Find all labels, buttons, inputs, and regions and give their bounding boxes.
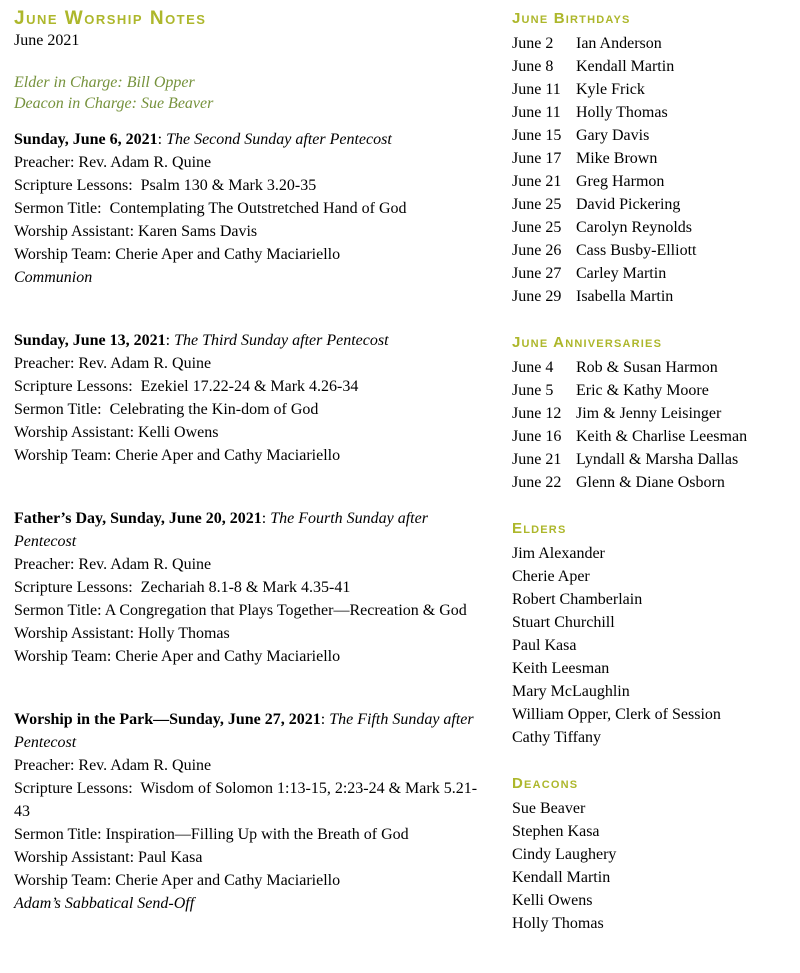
anniversaries-section	[512, 332, 790, 494]
elder-name: Stuart Churchill	[512, 614, 615, 631]
birthday-name: Mike Brown	[576, 150, 658, 167]
birthday-name: Greg Harmon	[576, 173, 665, 190]
anniversary-row	[512, 425, 790, 448]
birthday-row	[512, 285, 790, 308]
birthday-row	[512, 101, 790, 124]
birthday-row	[512, 147, 790, 170]
deacons-section	[512, 773, 790, 935]
birthday-date: June 26	[512, 242, 562, 259]
service-line-sermon: Sermon Title: Inspiration—Filling Up with the Breath of God	[14, 826, 409, 843]
header-separator: :	[157, 131, 163, 148]
birthday-name: Cass Busby-Elliott	[576, 242, 697, 259]
elder-name: Jim Alexander	[512, 545, 605, 562]
service-line-assistant: Worship Assistant: Holly Thomas	[14, 625, 230, 642]
service-line-team: Worship Team: Cherie Aper and Cathy Maciariello	[14, 648, 341, 665]
elder-name: Cathy Tiffany	[512, 729, 602, 746]
birthday-date: June 25	[512, 219, 562, 236]
anniversary-date: June 16	[512, 428, 562, 445]
anniversary-names: Eric & Kathy Moore	[576, 382, 709, 399]
birthday-date: June 11	[512, 81, 561, 98]
service-line-assistant: Worship Assistant: Karen Sams Davis	[14, 223, 258, 240]
deacon-name: Holly Thomas	[512, 915, 604, 932]
header-separator: :	[320, 711, 326, 728]
birthday-row	[512, 170, 790, 193]
elder-name: Keith Leesman	[512, 660, 610, 677]
service-block-june-27	[14, 708, 484, 915]
birthday-row	[512, 124, 790, 147]
birthday-row	[512, 239, 790, 262]
anniversary-names: Glenn & Diane Osborn	[576, 474, 725, 491]
anniversary-names: Lyndall & Marsha Dallas	[576, 451, 739, 468]
anniversary-date: June 5	[512, 382, 554, 399]
service-line-scripture: Scripture Lessons: Psalm 130 & Mark 3.20-35	[14, 177, 317, 194]
deacon-name: Kendall Martin	[512, 869, 611, 886]
service-ordinal: The Third Sunday after Pentecost	[174, 332, 389, 349]
anniversary-names: Rob & Susan Harmon	[576, 359, 718, 376]
anniversary-date: June 4	[512, 359, 554, 376]
birthday-name: Isabella Martin	[576, 288, 674, 305]
birthday-date: June 17	[512, 150, 562, 167]
service-line-scripture: Scripture Lessons: Zechariah 8.1-8 & Mark 4.35-41	[14, 579, 351, 596]
sidebar-column	[512, 8, 790, 959]
service-line-assistant: Worship Assistant: Kelli Owens	[14, 424, 219, 441]
service-line-preacher: Preacher: Rev. Adam R. Quine	[14, 355, 212, 372]
service-line-sermon: Sermon Title: Celebrating the Kin-dom of God	[14, 401, 319, 418]
service-header	[14, 708, 484, 754]
birthday-name: Kyle Frick	[576, 81, 645, 98]
birthday-date: June 11	[512, 104, 561, 121]
deacons-heading: Deacons	[512, 775, 579, 792]
birthday-name: Carley Martin	[576, 265, 667, 282]
birthday-name: Kendall Martin	[576, 58, 675, 75]
birthday-row	[512, 216, 790, 239]
anniversaries-heading: June Anniversaries	[512, 334, 663, 351]
birthday-name: Carolyn Reynolds	[576, 219, 692, 236]
service-header	[14, 507, 484, 553]
birthday-date: June 21	[512, 173, 562, 190]
service-block-june-13	[14, 329, 484, 467]
birthday-name: Ian Anderson	[576, 35, 662, 52]
service-note: Communion	[14, 269, 93, 286]
birthday-row	[512, 55, 790, 78]
anniversary-date: June 12	[512, 405, 562, 422]
birthday-row	[512, 32, 790, 55]
anniversary-row	[512, 402, 790, 425]
header-separator: :	[261, 510, 267, 527]
birthdays-heading: June Birthdays	[512, 10, 631, 27]
elders-heading: Elders	[512, 520, 567, 537]
service-line-team: Worship Team: Cherie Aper and Cathy Maciariello	[14, 872, 341, 889]
service-block-june-6	[14, 128, 484, 289]
service-header	[14, 329, 484, 352]
worship-notes-column	[14, 8, 484, 959]
birthday-date: June 25	[512, 196, 562, 213]
issue-date: June 2021	[14, 32, 80, 49]
service-line-scripture: Scripture Lessons: Ezekiel 17.22-24 & Mark 4.26-34	[14, 378, 359, 395]
elder-name: William Opper, Clerk of Session	[512, 706, 721, 723]
service-line-team: Worship Team: Cherie Aper and Cathy Maciariello	[14, 246, 341, 263]
service-ordinal: The Second Sunday after Pentecost	[166, 131, 392, 148]
deacon-name: Kelli Owens	[512, 892, 593, 909]
anniversary-date: June 21	[512, 451, 562, 468]
service-header	[14, 128, 484, 151]
service-line-assistant: Worship Assistant: Paul Kasa	[14, 849, 203, 866]
deacon-name: Stephen Kasa	[512, 823, 600, 840]
anniversary-row	[512, 471, 790, 494]
page-title: June Worship Notes	[14, 8, 207, 29]
birthday-row	[512, 78, 790, 101]
elder-name: Cherie Aper	[512, 568, 590, 585]
service-line-scripture: Scripture Lessons: Wisdom of Solomon 1:13-15, 2:23-24 & Mark 5.21-43	[14, 780, 478, 820]
service-ordinal: The Fourth Sunday after Pentecost	[14, 510, 428, 550]
in-charge-block	[14, 72, 484, 114]
birthday-name: David Pickering	[576, 196, 681, 213]
birthday-row	[512, 262, 790, 285]
birthday-name: Holly Thomas	[576, 104, 668, 121]
service-line-preacher: Preacher: Rev. Adam R. Quine	[14, 556, 212, 573]
service-line-preacher: Preacher: Rev. Adam R. Quine	[14, 154, 212, 171]
header-separator: :	[165, 332, 171, 349]
elder-name: Mary McLaughlin	[512, 683, 630, 700]
elder-name: Paul Kasa	[512, 637, 577, 654]
anniversary-row	[512, 379, 790, 402]
service-note: Adam’s Sabbatical Send-Off	[14, 895, 195, 912]
service-ordinal: The Fifth Sunday after Pentecost	[14, 711, 474, 751]
service-date: Worship in the Park—Sunday, June 27, 2021	[14, 711, 321, 728]
elder-name: Robert Chamberlain	[512, 591, 643, 608]
service-line-team: Worship Team: Cherie Aper and Cathy Maciariello	[14, 447, 341, 464]
service-line-preacher: Preacher: Rev. Adam R. Quine	[14, 757, 212, 774]
birthday-date: June 29	[512, 288, 562, 305]
anniversary-names: Jim & Jenny Leisinger	[576, 405, 722, 422]
deacon-name: Cindy Laughery	[512, 846, 617, 863]
elders-section	[512, 518, 790, 749]
birthday-date: June 2	[512, 35, 554, 52]
birthday-date: June 8	[512, 58, 554, 75]
anniversary-date: June 22	[512, 474, 562, 491]
birthday-date: June 15	[512, 127, 562, 144]
service-line-sermon: Sermon Title: A Congregation that Plays Together—Recreation & God	[14, 602, 467, 619]
birthday-date: June 27	[512, 265, 562, 282]
deacon-in-charge: Deacon in Charge: Sue Beaver	[14, 95, 214, 112]
anniversary-row	[512, 448, 790, 471]
birthdays-section	[512, 8, 790, 308]
birthday-row	[512, 193, 790, 216]
birthday-name: Gary Davis	[576, 127, 650, 144]
anniversary-names: Keith & Charlise Leesman	[576, 428, 748, 445]
service-date: Father’s Day, Sunday, June 20, 2021	[14, 510, 262, 527]
service-date: Sunday, June 13, 2021	[14, 332, 166, 349]
deacon-name: Sue Beaver	[512, 800, 586, 817]
elder-in-charge: Elder in Charge: Bill Opper	[14, 74, 195, 91]
service-date: Sunday, June 6, 2021	[14, 131, 158, 148]
anniversary-row	[512, 356, 790, 379]
service-block-june-20	[14, 507, 484, 668]
service-line-sermon: Sermon Title: Contemplating The Outstretched Hand of God	[14, 200, 407, 217]
